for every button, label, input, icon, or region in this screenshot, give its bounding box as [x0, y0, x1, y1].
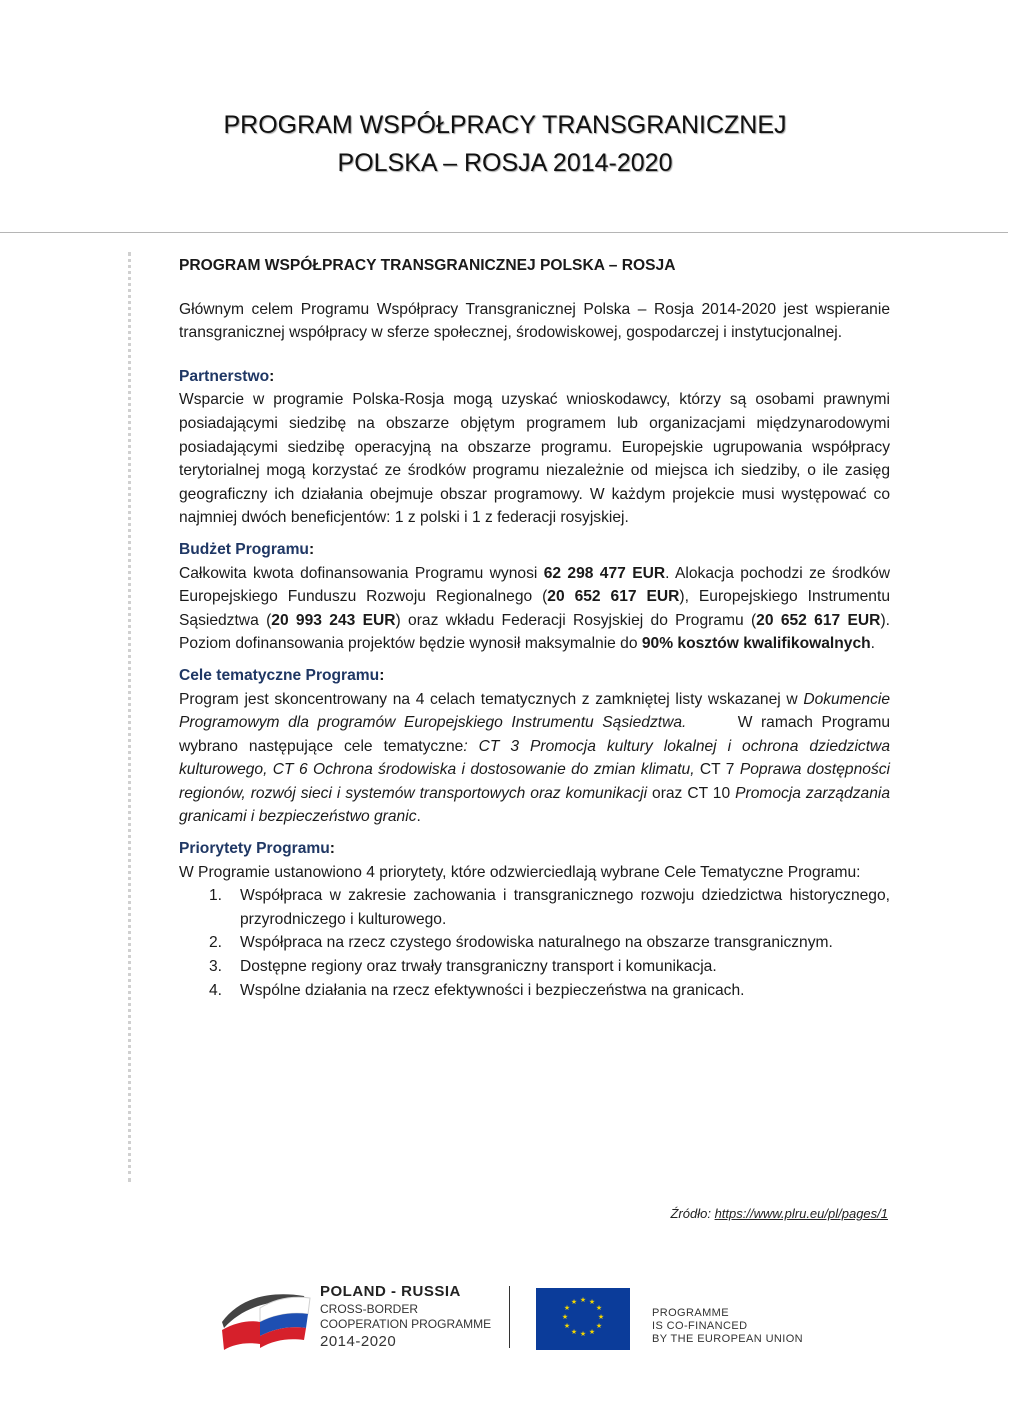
themes-text-part: .: [416, 808, 421, 826]
budget-total-amount: 62 298 477 EUR: [543, 564, 666, 582]
priorities-intro: W Programie ustanowiono 4 priorytety, które odzwierciedlają wybrane Cele Tematyczne Programu:: [179, 863, 861, 881]
document-title: [0, 106, 1010, 182]
svg-text:★: ★: [579, 1330, 587, 1338]
budget-heading-colon: :: [308, 540, 315, 558]
source-label: Źródło:: [670, 1206, 715, 1221]
list-item-text: Współpraca w zakresie zachowania i transgranicznego rozwoju dziedzictwa historycznego, przyrodniczego i kulturowego.: [240, 887, 890, 928]
eu-cofinancing-text: [652, 1307, 803, 1346]
svg-text:★: ★: [570, 1298, 578, 1306]
eu-text-line: BY THE EUROPEAN UNION: [652, 1333, 804, 1345]
budget-heading: [179, 538, 890, 562]
document-title-line1: PROGRAM WSPÓŁPRACY TRANSGRANICZNEJ: [223, 111, 787, 139]
source-link[interactable]: https://www.plru.eu/pl/pages/1: [714, 1206, 888, 1221]
footer-logos: [220, 1280, 820, 1360]
themes-text-part: oraz CT 10: [647, 784, 736, 802]
budget-russia-amount: 20 652 617 EUR: [756, 611, 881, 629]
partnership-heading-colon: :: [269, 367, 275, 385]
program-name-block: [320, 1282, 491, 1352]
partnership-section: [179, 365, 890, 530]
list-item-text: Wspólne działania na rzecz efektywności i bezpieczeństwa na granicach.: [240, 981, 745, 999]
side-dotted-border: [128, 252, 131, 1182]
budget-cofinancing-rate: 90% kosztów kwalifikowalnych: [641, 635, 871, 653]
priorities-heading-colon: :: [329, 840, 335, 858]
svg-text:★: ★: [588, 1298, 596, 1306]
svg-text:★: ★: [563, 1304, 571, 1312]
partnership-text: Wsparcie w programie Polska-Rosja mogą uzyskać wnioskodawcy, którzy są osobami prawnymi posiadającymi siedzibę na obszarze objętym programem lub organizacjami międzynarodowymi posiadającymi siedzibę operacyjną na obszarze programu. Europejskie ugrupowania współpracy terytorialnej mogą korzystać ze środków programu niezależnie od miejsca ich siedziby, o ile zasięg geograficzny ich działania obejmuje obszar programowy. W każdym projekcie musi występować co najmniej dwóch beneficjentów: 1 z polski i 1 z federacji rosyjskiej.: [179, 391, 890, 527]
themes-ct10: Promocja zarządzania granicami i bezpieczeństwo granic: [179, 784, 891, 826]
themes-ct-list: : CT 3 Promocja kultury lokalnej i ochrona dziedzictwa kulturowego, CT 6 Ochrona środowiska i dostosowanie do zmian klimatu,: [179, 737, 890, 779]
priorities-heading-text: Priorytety Programu: [179, 840, 330, 858]
eu-text-line: IS CO-FINANCED: [652, 1320, 748, 1332]
list-item-text: Dostępne regiony oraz trwały transgraniczny transport i komunikacja.: [240, 958, 717, 976]
list-item-number: 2.: [209, 934, 223, 952]
program-subtitle-line: COOPERATION PROGRAMME: [320, 1317, 492, 1331]
priorities-section: [179, 837, 890, 1002]
themes-text-part: W ramach Programu wybrano następujące cele tematyczne: [179, 714, 890, 755]
themes-heading-text: Cele tematyczne Programu: [179, 666, 380, 684]
intro-paragraph: Głównym celem Programu Współpracy Transgranicznej Polska – Rosja 2014-2020 jest wspieranie transgranicznej współpracy w sferze społecznej, środowiskowej, gospodarczej i instytucjonalnej.: [179, 300, 890, 342]
list-item: [179, 979, 890, 1003]
eu-text-line: PROGRAMME: [652, 1307, 729, 1319]
budget-section: [179, 538, 890, 656]
budget-text-part: ), Europejskiego Instrumentu Sąsiedztwa (: [179, 588, 890, 629]
budget-eni-amount: 20 993 243 EUR: [271, 611, 396, 629]
budget-text-part: Całkowita kwota dofinansowania Programu wynosi: [179, 564, 544, 582]
themes-heading-colon: :: [379, 666, 385, 684]
themes-text-part: Program jest skoncentrowany na 4 celach tematycznych z zamkniętej listy wskazanej w: [179, 690, 804, 708]
svg-text:★: ★: [563, 1322, 571, 1330]
budget-text: [179, 562, 890, 656]
svg-text:★: ★: [595, 1322, 603, 1330]
svg-text:★: ★: [570, 1328, 578, 1336]
themes-heading: [179, 664, 890, 688]
eu-flag-icon: [536, 1288, 630, 1350]
section-title: PROGRAM WSPÓŁPRACY TRANSGRANICZNEJ POLSKA – ROSJA: [179, 257, 676, 274]
logo-divider: [509, 1286, 510, 1348]
list-item-number: 3.: [209, 958, 223, 976]
program-name: POLAND - RUSSIA: [320, 1283, 461, 1300]
themes-ct7: Poprawa dostępności regionów, rozwój sieci i systemów transportowych oraz komunikacji: [179, 761, 891, 802]
list-item: [179, 955, 890, 979]
main-content: [179, 254, 890, 1010]
list-item: [179, 931, 890, 955]
themes-section: [179, 664, 890, 829]
svg-text:★: ★: [588, 1328, 596, 1336]
title-divider: [0, 232, 1008, 233]
poland-russia-flag-logo: [220, 1284, 312, 1350]
program-years: 2014-2020: [320, 1333, 397, 1350]
program-subtitle-line: CROSS-BORDER: [320, 1302, 419, 1316]
document-title-line2: POLSKA – ROSJA 2014-2020: [337, 149, 673, 177]
svg-text:★: ★: [561, 1313, 569, 1321]
list-item-text: Współpraca na rzecz czystego środowiska naturalnego na obszarze transgranicznym.: [240, 934, 833, 952]
partnership-heading-text: Partnerstwo: [179, 367, 270, 385]
budget-text-part: .: [870, 635, 875, 653]
svg-text:★: ★: [579, 1296, 587, 1304]
budget-text-part: ) oraz wkładu Federacji Rosyjskiej do Programu (: [395, 611, 757, 629]
budget-erdf-amount: 20 652 617 EUR: [547, 588, 680, 606]
themes-text: [179, 688, 890, 830]
partnership-heading: [179, 365, 890, 389]
priorities-list: [179, 884, 890, 1002]
svg-text:★: ★: [595, 1304, 603, 1312]
list-item: [179, 884, 890, 931]
budget-text-part: . Alokacja pochodzi ze środków Europejskiego Funduszu Rozwoju Regionalnego (: [179, 564, 891, 606]
themes-text-part: CT 7: [694, 761, 740, 779]
source-citation: [670, 1206, 888, 1221]
priorities-heading: [179, 837, 890, 861]
budget-heading-text: Budżet Programu: [179, 540, 309, 558]
list-item-number: 1.: [209, 887, 223, 905]
budget-text-part: ). Poziom dofinansowania projektów będzie wynosił maksymalnie do: [179, 611, 890, 653]
svg-text:★: ★: [597, 1313, 605, 1321]
list-item-number: 4.: [209, 981, 223, 999]
themes-document-reference: Dokumencie Programowym dla programów Europejskiego Instrumentu Sąsiedztwa.: [179, 690, 890, 732]
